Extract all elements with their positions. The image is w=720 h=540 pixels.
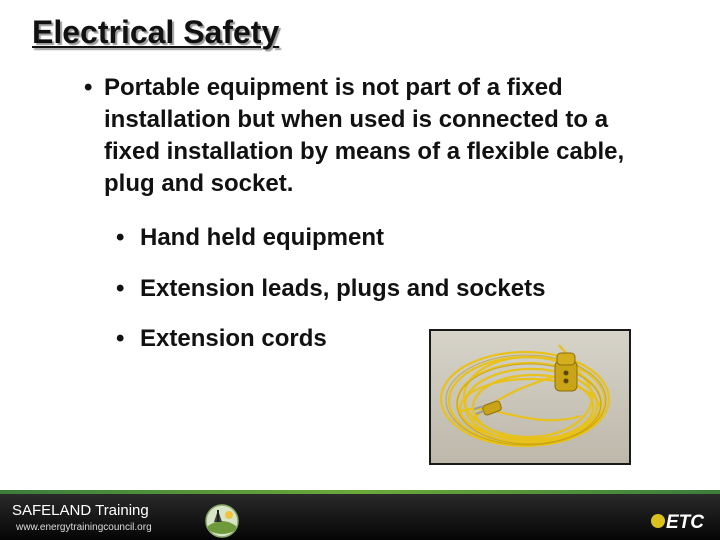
main-bullet-text: Portable equipment is not part of a fixed installation but when used is connected to a fixed installation by means of a flexible cable, plug and socket. bbox=[104, 74, 625, 197]
sub-bullet-extension-cords bbox=[116, 324, 327, 354]
sub-bullet-hand-held bbox=[116, 223, 384, 253]
etc-logo bbox=[648, 508, 710, 534]
sub-bullet-extension-leads bbox=[116, 274, 545, 304]
etc-logo-text: ETC bbox=[666, 512, 704, 533]
bullet-marker: • bbox=[116, 275, 125, 302]
plug-connector bbox=[555, 353, 577, 391]
extension-cord-photo bbox=[429, 329, 631, 465]
slide-title: Electrical Safety bbox=[32, 14, 280, 50]
main-bullet bbox=[84, 72, 664, 200]
bullet-marker: • bbox=[116, 325, 125, 352]
sub-bullet-text: Extension leads, plugs and sockets bbox=[140, 275, 546, 302]
footer-bar bbox=[0, 494, 720, 540]
bullet-marker: • bbox=[116, 224, 125, 251]
sub-bullet-text: Extension cords bbox=[140, 325, 327, 352]
footer-url: www.energytrainingcouncil.org bbox=[16, 522, 152, 533]
safeland-emblem-icon bbox=[204, 502, 240, 540]
footer-brand: SAFELAND Training bbox=[12, 502, 149, 519]
bullet-marker: • bbox=[84, 74, 93, 101]
sub-bullet-text: Hand held equipment bbox=[140, 224, 385, 251]
extension-cord-illustration bbox=[431, 331, 629, 463]
